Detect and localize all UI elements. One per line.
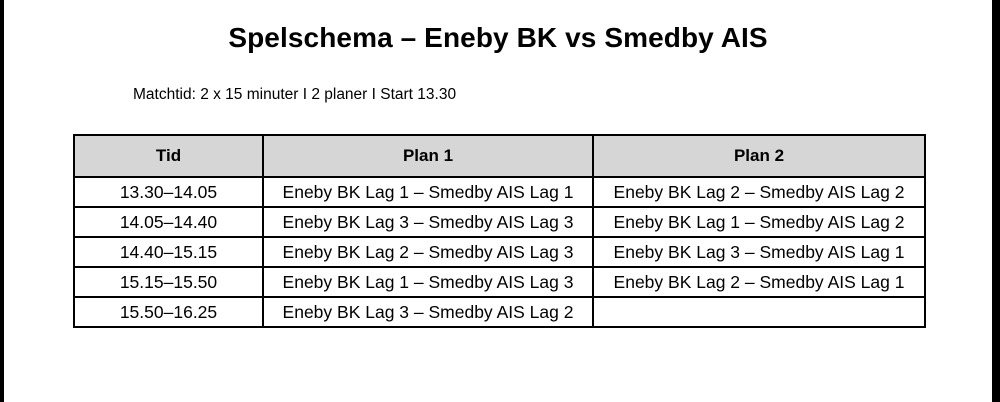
schedule-table bbox=[73, 134, 926, 328]
time-cell: 14.05–14.40 bbox=[74, 207, 263, 237]
table-header-row bbox=[74, 135, 925, 177]
match-info: Matchtid: 2 x 15 minuter I 2 planer I Start 13.30 bbox=[133, 86, 457, 103]
time-cell: 13.30–14.05 bbox=[74, 177, 263, 207]
table-row bbox=[74, 267, 925, 297]
plan-1-match: Eneby BK Lag 2 – Smedby AIS Lag 3 bbox=[263, 237, 593, 267]
plan-2-match bbox=[593, 297, 925, 327]
plan-1-match: Eneby BK Lag 3 – Smedby AIS Lag 3 bbox=[263, 207, 593, 237]
table-row bbox=[74, 177, 925, 207]
plan-2-match: Eneby BK Lag 3 – Smedby AIS Lag 1 bbox=[593, 237, 925, 267]
plan-2-match: Eneby BK Lag 2 – Smedby AIS Lag 1 bbox=[593, 267, 925, 297]
table-row bbox=[74, 237, 925, 267]
time-cell: 15.15–15.50 bbox=[74, 267, 263, 297]
header-plan-2: Plan 2 bbox=[593, 135, 925, 177]
document-page bbox=[4, 0, 992, 402]
plan-1-match: Eneby BK Lag 3 – Smedby AIS Lag 2 bbox=[263, 297, 593, 327]
page-title: Spelschema – Eneby BK vs Smedby AIS bbox=[228, 22, 768, 53]
header-plan-1: Plan 1 bbox=[263, 135, 593, 177]
header-time: Tid bbox=[74, 135, 263, 177]
table-row bbox=[74, 207, 925, 237]
plan-2-match: Eneby BK Lag 1 – Smedby AIS Lag 2 bbox=[593, 207, 925, 237]
plan-2-match: Eneby BK Lag 2 – Smedby AIS Lag 2 bbox=[593, 177, 925, 207]
table-row bbox=[74, 297, 925, 327]
plan-1-match: Eneby BK Lag 1 – Smedby AIS Lag 3 bbox=[263, 267, 593, 297]
plan-1-match: Eneby BK Lag 1 – Smedby AIS Lag 1 bbox=[263, 177, 593, 207]
time-cell: 15.50–16.25 bbox=[74, 297, 263, 327]
time-cell: 14.40–15.15 bbox=[74, 237, 263, 267]
